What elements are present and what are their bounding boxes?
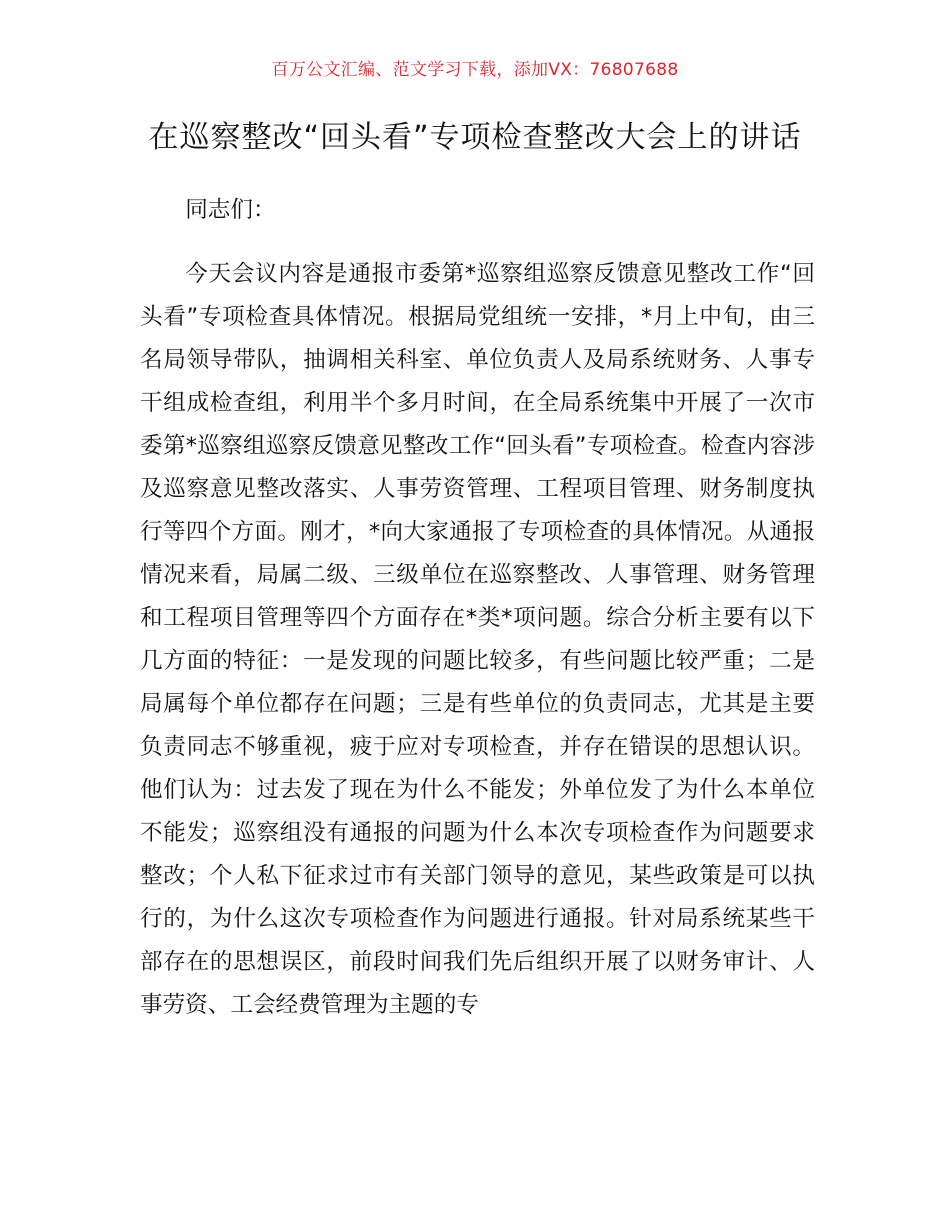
header-banner: 百万公文汇编、范文学习下载，添加VX：76807688 bbox=[271, 60, 679, 80]
salutation: 同志们： bbox=[185, 197, 276, 223]
document-title: 在巡察整改“回头看”专项检查整改大会上的讲话 bbox=[148, 120, 802, 155]
body-paragraph: 今天会议内容是通报市委第*巡察组巡察反馈意见整改工作“回头看”专项检查具体情况。根据局党组统一安排，*月上中旬，由三名局领导带队，抽调相关科室、单位负责人及局系统财务、人事专干组成检查组，利用半个多月时间，在全局系统集中开展了一次市委第*巡察组巡察反馈意见整改工作“回头看”专项检查。检查内容涉及巡察意见整改落实、人事劳资管理、工程项目管理、财务制度执行等四个方面。刚才，*向大家通报了专项检查的具体情况。从通报情况来看，局属二级、三级单位在巡察整改、人事管理、财务管理和工程项目管理等四个方面存在*类*项问题。综合分析主要有以下几方面的特征：一是发现的问题比较多，有些问题比较严重；二是局属每个单位都存在问题；三是有些单位的负责同志，尤其是主要负责同志不够重视，疲于应对专项检查，并存在错误的思想认识。他们认为：过去发了现在为什么不能发；外单位发了为什么本单位不能发；巡察组没有通报的问题为什么本次专项检查作为问题要求整改；个人私下征求过市有关部门领导的意见，某些政策是可以执行的，为什么这次专项检查作为问题进行通报。针对局系统某些干部存在的思想误区，前段时间我们先后组织开展了以财务审计、人事劳资、工会经费管理为主题的专 bbox=[140, 261, 815, 1018]
document-body bbox=[140, 189, 815, 1027]
